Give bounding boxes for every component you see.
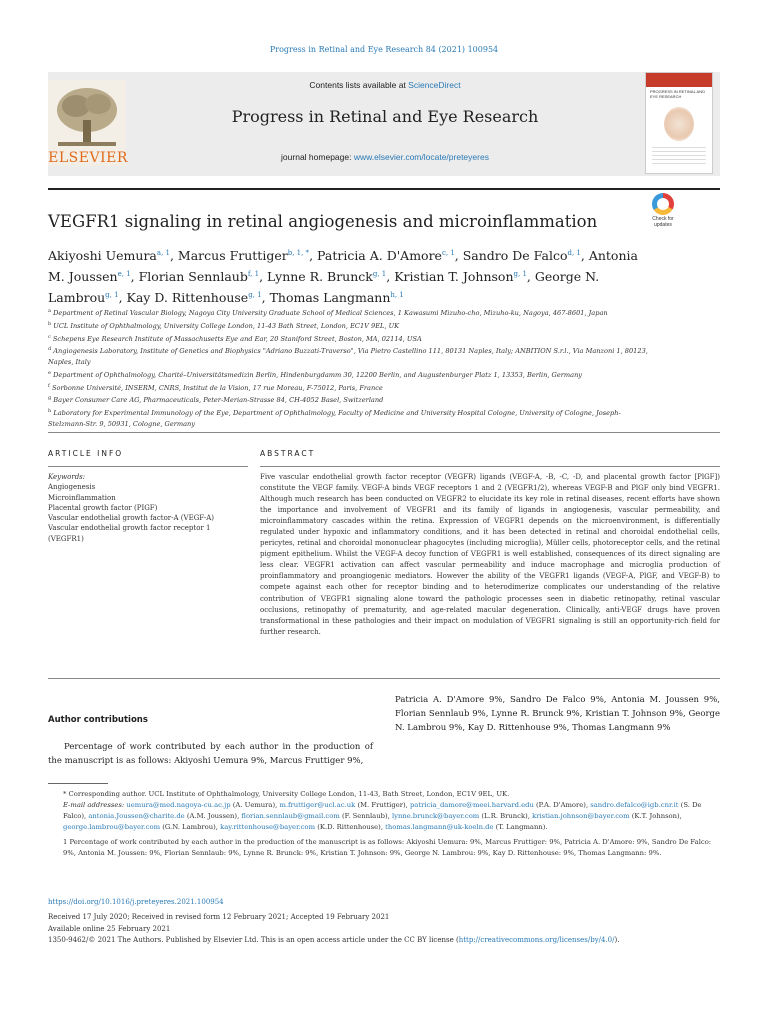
affiliation-text: Schepens Eye Research Institute of Massachusetts Eye and Ear, 20 Staniford Street, Boston, MA, 02114, USA — [50, 334, 422, 343]
author-contributions-left: Percentage of work contributed by each author in the production of the manuscript is as follows: Akiyoshi Uemura 9%, Marcus Fruttiger 9%, — [48, 742, 373, 766]
author-affiliation-marker[interactable]: d, 1 — [567, 249, 581, 257]
cover-text-lines — [652, 147, 706, 167]
license-prefix: 1350-9462/© 2021 The Authors. Published by Elsevier Ltd. This is an open access article under the CC BY license ( — [48, 936, 459, 945]
article-title: VEGFR1 signaling in retinal angiogenesis and microinflammation — [48, 212, 598, 231]
email-link[interactable]: uemura@med.nagoya-cu.ac.jp — [126, 801, 231, 810]
journal-reference[interactable]: Progress in Retinal and Eye Research 84 (2021) 100954 — [269, 45, 499, 54]
author-affiliation-marker[interactable]: b, 1, * — [287, 249, 310, 257]
license-line — [48, 935, 720, 947]
cover-eye-image — [664, 107, 694, 141]
affiliation-key: b — [48, 320, 52, 327]
affiliation-text: Department of Ophthalmology, Charité–Universitätsmedizin Berlin, Hindenburgdamm 30, 12200 Berlin, and Augustenburger Platz 1, 13353, Berlin, Germany — [50, 370, 583, 379]
affiliation-key: a — [48, 308, 51, 314]
author-name[interactable]: Kay D. Rittenhouse — [126, 290, 249, 306]
article-info-rule — [48, 466, 248, 467]
keyword-item: Vascular endothelial growth factor receptor 1 (VEGFR1) — [48, 524, 211, 543]
author-affiliation-marker[interactable]: g, 1 — [248, 291, 262, 300]
keyword-item: Vascular endothelial growth factor-A (VEGF-A) — [48, 514, 214, 523]
affiliation-key: f — [48, 382, 50, 389]
footnotes — [48, 789, 720, 860]
email-owner: (S. De Falco), — [63, 801, 702, 821]
contents-availability — [130, 80, 640, 90]
affiliation-text: Bayer Consumer Care AG, Pharmaceuticals, Peter-Merian-Strasse 84, CH-4052 Basel, Switzerland — [51, 396, 384, 405]
affiliation-item — [48, 406, 648, 429]
article-info-label: ARTICLE INFO — [48, 449, 124, 458]
author-affiliation-marker[interactable]: a, 1 — [156, 249, 170, 257]
email-owner: (M. Fruttiger), — [355, 801, 410, 810]
affiliation-key: d — [48, 346, 52, 353]
author-name[interactable]: Thomas Langmann — [269, 290, 391, 306]
email-label: E-mail addresses: — [63, 801, 127, 810]
cover-band — [646, 73, 712, 87]
author-name[interactable]: Akiyoshi Uemura — [48, 248, 157, 264]
affiliation-text: Angiogenesis Laboratory, Institute of Genetics and Biophysics "Adriano Buzzati-Traverso", Via Pietro Castellino 111, 80131 Naples, Italy; ANBITION S.r.l., Via Manzoni 1, 80123, Naples, Italy — [48, 347, 648, 367]
affiliation-item — [48, 393, 648, 406]
homepage-link[interactable]: www.elsevier.com/locate/preteyeres — [353, 152, 489, 162]
received-dates: Received 17 July 2020; Received in revised form 12 February 2021; Accepted 19 February 2021 — [48, 913, 390, 921]
email-link[interactable]: sandro.defalco@igb.cnr.it — [590, 801, 679, 810]
author-contributions-heading: Author contributions — [48, 715, 148, 725]
email-owner: (G.N. Lambrou), — [160, 823, 221, 832]
author-name[interactable]: Antonia M. Joussen — [48, 248, 638, 285]
affiliation-list — [48, 306, 648, 429]
footnote-rule — [48, 783, 108, 784]
check-updates-text — [644, 216, 682, 228]
author-affiliation-marker[interactable]: f, 1 — [247, 270, 260, 279]
cover-title: PROGRESS IN RETINAL AND EYE RESEARCH — [650, 89, 705, 99]
check-for-updates-badge[interactable] — [644, 193, 682, 231]
check-updates-icon — [652, 193, 674, 215]
email-owner: (L.R. Brunck), — [479, 812, 533, 821]
abstract-rule — [260, 466, 720, 467]
email-link[interactable]: kristian.johnson@bayer.com — [532, 812, 630, 821]
author-name[interactable]: George N. Lambrou — [48, 269, 600, 306]
author-name[interactable]: Marcus Fruttiger — [177, 248, 288, 264]
journal-title: Progress in Retinal and Eye Research — [231, 107, 539, 126]
author-name[interactable]: Florian Sennlaub — [138, 269, 248, 285]
email-owner: (F. Sennlaub), — [339, 812, 392, 821]
author-contributions-right: Patricia A. D'Amore 9%, Sandro De Falco 9%, Antonia M. Joussen 9%, Florian Sennlaub 9%, Lynne R. Brunck 9%, Kristian T. Johnson 9%, George N. Lambrou 9%, Kay D. Rittenhouse 9%, Thomas Langmann 9% — [395, 695, 720, 733]
affiliation-key: e — [48, 369, 51, 376]
email-owner: (T. Langmann). — [493, 823, 548, 832]
author-affiliation-marker[interactable]: e, 1 — [117, 270, 131, 279]
affiliation-item — [48, 319, 648, 332]
author-name[interactable]: Patricia A. D'Amore — [317, 248, 442, 264]
author-affiliation-marker[interactable]: g, 1 — [372, 270, 387, 279]
affiliation-item — [48, 332, 648, 345]
affiliation-key: g — [48, 395, 52, 402]
contribution-footnote: 1 Percentage of work contributed by each author in the production of the manuscript is as follows: Akiyoshi Uemura: 9%, Marcus Fruttiger: 9%, Patricia A. D'Amore: 9%, Sandro De Falco: 9%, Antonia M. Joussen: 9%, Florian Sennlaub: 9%, Lynne R. Brunck: 9%, Kristian T. Johnson: 9%, George N. Lambrou: 9%, Kay D. Rittenhouse: 9%, Thomas Langmann: 9%. — [63, 838, 712, 858]
check-updates-line1: Check for — [652, 216, 674, 222]
author-name[interactable]: Sandro De Falco — [462, 248, 568, 264]
email-owner: (P.A. D'Amore), — [533, 801, 591, 810]
abstract-text: Five vascular endothelial growth factor receptor (VEGFR) ligands (VEGF-A, -B, -C, -D, and placental growth factor [PlGF]) constitute the VEGF family. VEGF-A binds VEGF receptors 1 and 2 (VEGFR1/2), whereas VEGF-B and PlGF only bind VEGFR1. Although much research has been conducted on VEGFR2 to elucidate its key role in retinal diseases, recent efforts have shown the importance and involvement of VEGFR1 and its family of ligands in angiogenesis, vascular permeability, and microinflammatory cascades within the retina. Expression of VEGFR1 depends on the microenvironment, is differentially regulated under hypoxic and inflammatory conditions, and it has been detected in retinal and choroidal endothelial cells, pericytes, retinal and choroidal mononuclear phagocytes (including microglia), Müller cells, photoreceptor cells, and the retinal pigment epithelium. Whilst the VEGF-A decoy function of VEGFR1 is well established, consequences of its direct signaling are less clear. VEGFR1 activation can affect vascular permeability and induce macrophage and microglia production of proinflammatory and proangiogenic mediators. However the ability of the VEGFR1 ligands (VEGF-A, PlGF, and VEGF-B) to compete against each other for receptor binding and to heterodimerize complicates our understanding of the relative contribution of VEGFR1 signaling alone toward the pathologic processes seen in diabetic retinopathy, retinal vascular occlusions, retinopathy of prematurity, and age-related macular degeneration. Clinically, anti-VEGF drugs have proven transformational in these pathologies and their impact on modulation of VEGFR1 signaling is still an opportunity-rich field for further research. — [260, 473, 720, 636]
journal-cover-thumbnail[interactable] — [645, 72, 713, 174]
keyword-item: Placental growth factor (PIGF) — [48, 503, 158, 512]
author-name[interactable]: Lynne R. Brunck — [267, 269, 373, 285]
affiliation-text: Laboratory for Experimental Immunology of the Eye, Department of Ophthalmology, Faculty of Medicine and University Hospital Cologne, University of Cologne, Joseph-Stelzmann-Str. 9, 50931, Cologne, Germany — [48, 409, 621, 428]
email-link[interactable]: lynne.brunck@bayer.com — [391, 812, 480, 821]
email-addresses — [48, 800, 720, 833]
affiliation-text: UCL Institute of Ophthalmology, University College London, 11-43 Bath Street, London, EC1V 9EL, UK — [51, 321, 400, 330]
affiliation-item — [48, 368, 648, 381]
homepage-prefix: journal homepage: — [281, 152, 354, 162]
corresponding-author-note: * Corresponding author. UCL Institute of Ophthalmology, University College London, 11-43, Bath Street, London, EC1V 9EL, UK. — [63, 790, 510, 798]
keyword-list — [48, 482, 248, 544]
abstract-label: ABSTRACT — [260, 449, 316, 458]
journal-homepage — [130, 152, 640, 162]
affiliation-item — [48, 306, 648, 319]
affiliation-text: Department of Retinal Vascular Biology, Nagoya City University Graduate School of Medical Sciences, 1 Kawasumi Mizuho-cho, Mizuho-ku, Nagoya, 467-8601, Japan — [50, 309, 608, 318]
check-updates-line2: updates — [654, 222, 672, 228]
affiliation-item — [48, 381, 648, 394]
contents-prefix: Contents lists available at — [309, 80, 409, 90]
author-affiliation-marker[interactable]: h, 1 — [390, 291, 404, 300]
author-name[interactable]: Kristian T. Johnson — [394, 269, 514, 285]
keyword-item: Angiogenesis — [48, 483, 96, 492]
affiliation-item — [48, 344, 648, 367]
email-owner: (A. Uemura), — [230, 801, 280, 810]
author-affiliation-marker[interactable]: g, 1 — [105, 291, 119, 300]
sciencedirect-link[interactable]: ScienceDirect — [408, 80, 461, 90]
license-link[interactable]: http://creativecommons.org/licenses/by/4.0/ — [458, 936, 615, 945]
email-link[interactable]: florian.sennlaub@gmail.com — [241, 812, 340, 821]
email-link[interactable]: patricia_damore@meei.harvard.edu — [409, 801, 534, 810]
license-suffix: ). — [614, 936, 620, 945]
publication-dates — [48, 912, 720, 947]
email-owner: (K.D. Rittenhouse), — [315, 823, 386, 832]
email-owner: (A.M. Joussen), — [184, 812, 242, 821]
email-owner: (K.T. Johnson), — [629, 812, 682, 821]
keywords-block — [48, 472, 248, 544]
publisher-wordmark: ELSEVIER — [48, 150, 128, 166]
keywords-heading: Keywords: — [48, 473, 86, 481]
affiliation-rule — [48, 432, 720, 433]
affiliation-key: c — [48, 333, 51, 340]
email-link[interactable]: antonia.Joussen@charite.de — [88, 812, 185, 821]
affiliation-text: Sorbonne Université, INSERM, CNRS, Institut de la Vision, 17 rue Moreau, F-75012, Paris, France — [49, 383, 383, 392]
author-affiliation-marker[interactable]: g, 1 — [513, 270, 527, 279]
author-affiliation-marker[interactable]: c, 1 — [441, 249, 455, 257]
available-online: Available online 25 February 2021 — [48, 924, 171, 933]
doi-link[interactable]: https://doi.org/10.1016/j.preteyeres.2021.100954 — [48, 898, 224, 906]
email-link[interactable]: m.fruttiger@ucl.ac.uk — [279, 801, 356, 810]
header-rule — [48, 188, 720, 190]
email-link[interactable]: kay.rittenhouse@bayer.com — [220, 823, 316, 832]
email-link[interactable]: george.lambrou@bayer.com — [63, 823, 161, 832]
affiliation-key: h — [48, 408, 52, 415]
author-list: Akiyoshi Uemura$^{a, 1}$, Marcus Fruttiger$^{b, 1, *}$, Patricia A. D'Amore$^{c, 1}$, Sandro De Falco$^{d, 1}$, Antonia M. Joussen$^{e, 1}$, Florian Sennlaub$^{f, 1}$, Lynne R. Brunck$^{g, 1}$, Kristian T. Johnson$^{g, 1}$, George N. Lambrou$^{g, 1}$, Kay D. Rittenhouse$^{g, 1}$, Thomas Langmann$^{h, 1}$ — [48, 248, 638, 306]
keyword-item: Microinflammation — [48, 493, 116, 502]
abstract-rule-bottom — [48, 678, 720, 679]
email-link[interactable]: thomas.langmann@uk-koeln.de — [385, 823, 494, 832]
